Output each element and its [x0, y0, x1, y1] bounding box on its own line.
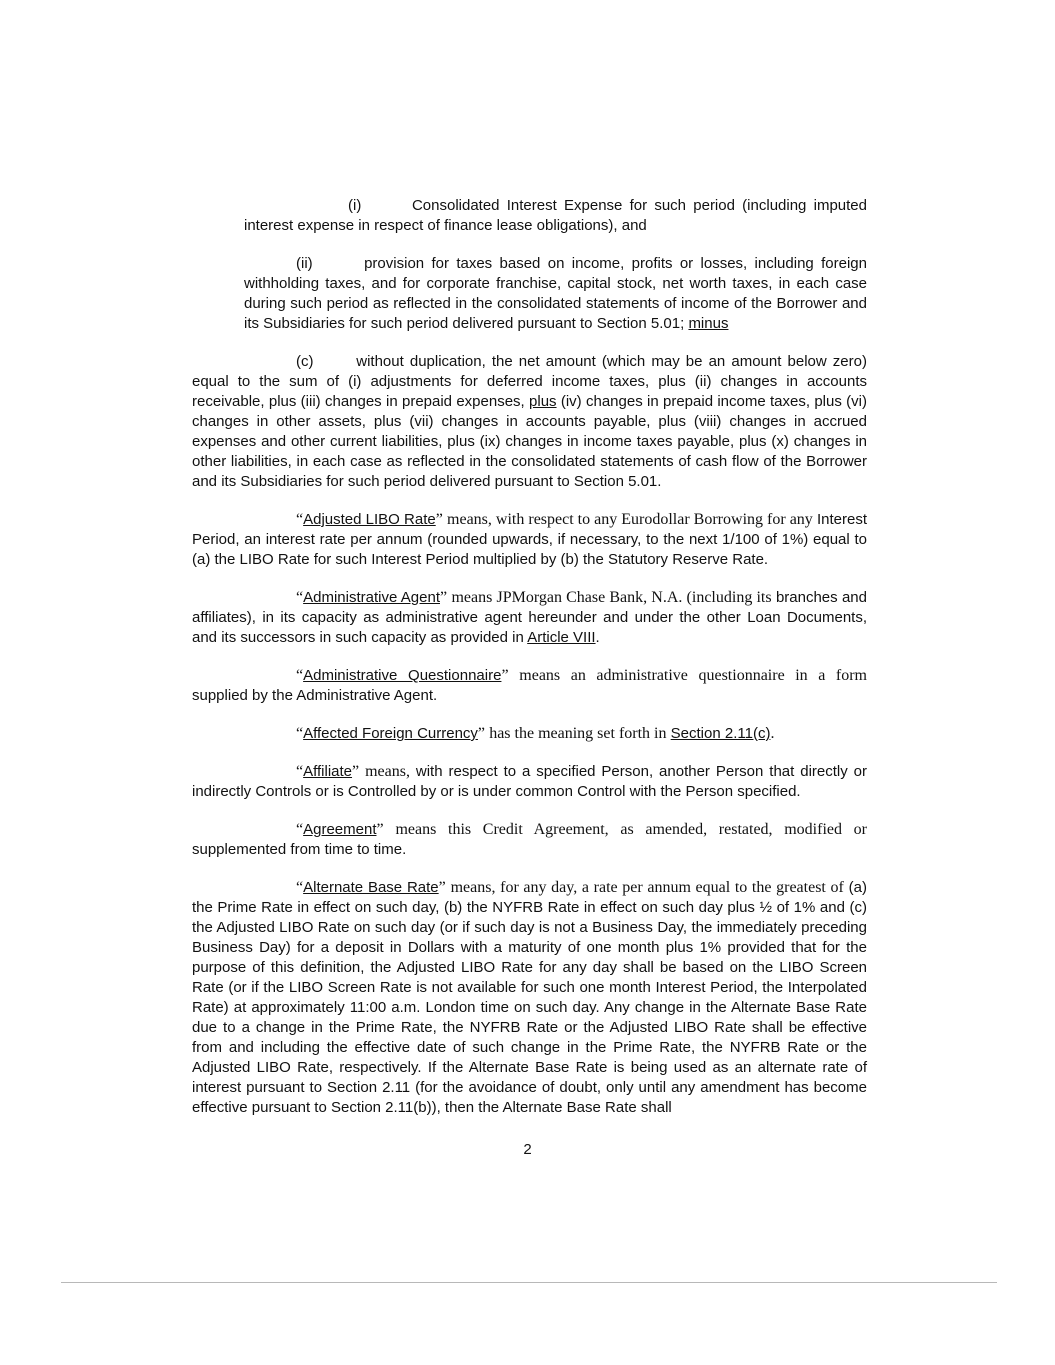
clause-ii: [244, 254, 867, 334]
definition-agreement: [192, 820, 867, 860]
clause-text-b: (iv) changes in prepaid income taxes, plus (vi) changes in other assets, plus (vii) changes in accounts payable, plus (viii) changes in accrued expenses and other current liabilities, plus (ix) changes in income taxes payable, plus (x) changes in other liabilities, in each case as reflected in the consolidated statements of cash flow of the Borrower and its Subsidiaries for such period delivered pursuant to Section 5.01.: [192, 393, 867, 490]
open-quote: “: [296, 589, 304, 606]
open-quote: “: [296, 511, 304, 528]
close-quote: ”: [352, 763, 360, 780]
definition-body: (a) the Prime Rate in effect on such day, (b) the NYFRB Rate in effect on such day plus ½ of 1% and (c) the Adjusted LIBO Rate on such day (or if such day is not a Business Day, the immediately preceding Business Day) for a deposit in Dollars with a maturity of one month plus 1% provided that for the purpose of this definition, the Adjusted LIBO Rate for any day shall be based on the LIBO Screen Rate (or if the LIBO Screen Rate is not available for such one month Interest Period, the Interpolated Rate) at approximately 11:00 a.m. London time on such day. Any change in the Alternate Base Rate due to a change in the Prime Rate, the NYFRB Rate or the Adjusted LIBO Rate shall be effective from and including the effective date of such change in the Prime Rate, the NYFRB Rate or the Adjusted LIBO Rate, respectively. If the Alternate Base Rate is being used as an alternate rate of interest pursuant to Section 2.11 (for the avoidance of doubt, only until any amendment has become effective pursuant to Section 2.11(b)), then the Alternate Base Rate shall: [192, 879, 868, 1116]
definition-lead: means,: [365, 763, 410, 780]
defined-term: Affected Foreign Currency: [303, 725, 478, 742]
definition-administrative-questionnaire: [192, 666, 867, 706]
open-quote: “: [296, 879, 304, 896]
definition-lead: means, with respect to any Eurodollar Borrowing for any: [447, 511, 813, 528]
close-quote: ”: [435, 511, 443, 528]
close-quote: ”: [376, 821, 384, 838]
open-quote: “: [296, 763, 304, 780]
definition-body: supplemented from time to time.: [192, 841, 407, 858]
definition-body: with respect to a specified Person, another Person that directly or indirectly Controls or is Controlled by or is under common Control with the Person specified.: [192, 763, 868, 800]
close-quote: ”: [440, 589, 448, 606]
clause-text: Consolidated Interest Expense for such period (including imputed interest expense in respect of finance lease obligations), and: [244, 197, 867, 234]
definition-lead: means an administrative questionnaire in a form: [519, 667, 867, 684]
definition-lead: has the meaning set forth in: [489, 725, 667, 742]
definition-alternate-base-rate: [192, 878, 867, 1118]
page-number: 2: [523, 1141, 532, 1158]
page-content: [192, 196, 867, 1118]
definition-body: branches and affiliates), in its capacity as administrative agent hereunder and under the other Loan Documents, and its successors in such capacity as provided in: [192, 589, 867, 646]
defined-term: Adjusted LIBO Rate: [303, 511, 436, 528]
defined-term: Agreement: [303, 821, 377, 838]
open-quote: “: [296, 725, 304, 742]
definition-adjusted-libo-rate: [192, 510, 867, 570]
definition-lead: means, for any day, a rate per annum equal to the greatest of: [450, 879, 844, 896]
clause-label: (ii): [296, 255, 313, 272]
plus-link: plus: [529, 393, 557, 410]
clause-label: (c): [296, 353, 314, 370]
section-2-11-c-link[interactable]: Section 2.11(c): [670, 725, 771, 742]
definition-administrative-agent: [192, 588, 867, 648]
open-quote: “: [296, 821, 304, 838]
minus-link: minus: [688, 315, 729, 332]
clause-label: (i): [348, 197, 362, 214]
defined-term: Alternate Base Rate: [303, 879, 439, 896]
definition-affiliate: [192, 762, 867, 802]
close-quote: ”: [501, 667, 509, 684]
definition-lead: means JPMorgan Chase Bank, N.A. (including its: [451, 589, 772, 606]
definition-affected-foreign-currency: [192, 724, 867, 744]
open-quote: “: [296, 667, 304, 684]
defined-term: Affiliate: [303, 763, 353, 780]
definition-body: supplied by the Administrative Agent.: [192, 687, 438, 704]
definition-end: .: [770, 725, 775, 742]
clause-text: provision for taxes based on income, profits or losses, including foreign withholding taxes, and for corporate franchise, capital stock, net worth taxes, in each case during such period as reflected in the consolidated statements of income of the Borrower and its Subsidiaries for such period delivered pursuant to Section 5.01;: [244, 255, 867, 332]
close-quote: ”: [438, 879, 446, 896]
clause-i: [244, 196, 867, 236]
definition-body: Interest Period, an interest rate per annum (rounded upwards, if necessary, to the next 1/100 of 1%) equal to (a) the LIBO Rate for such Interest Period multiplied by (b) the Statutory Reserve Rate.: [192, 511, 868, 568]
clause-text-a: without duplication, the net amount (which may be an amount below zero) equal to the sum of (i) adjustments for deferred income taxes, plus (ii) changes in accounts receivable, plus (iii) changes in prepaid expenses,: [192, 353, 867, 410]
clause-c: [192, 352, 867, 492]
definition-lead: means this Credit Agreement, as amended, restated, modified or: [395, 821, 867, 838]
article-viii-link[interactable]: Article VIII: [527, 629, 596, 646]
defined-term: Administrative Agent: [303, 589, 440, 606]
close-quote: ”: [477, 725, 486, 742]
definition-end: .: [595, 629, 600, 646]
defined-term: Administrative Questionnaire: [303, 667, 502, 684]
footer-divider: [61, 1282, 997, 1283]
